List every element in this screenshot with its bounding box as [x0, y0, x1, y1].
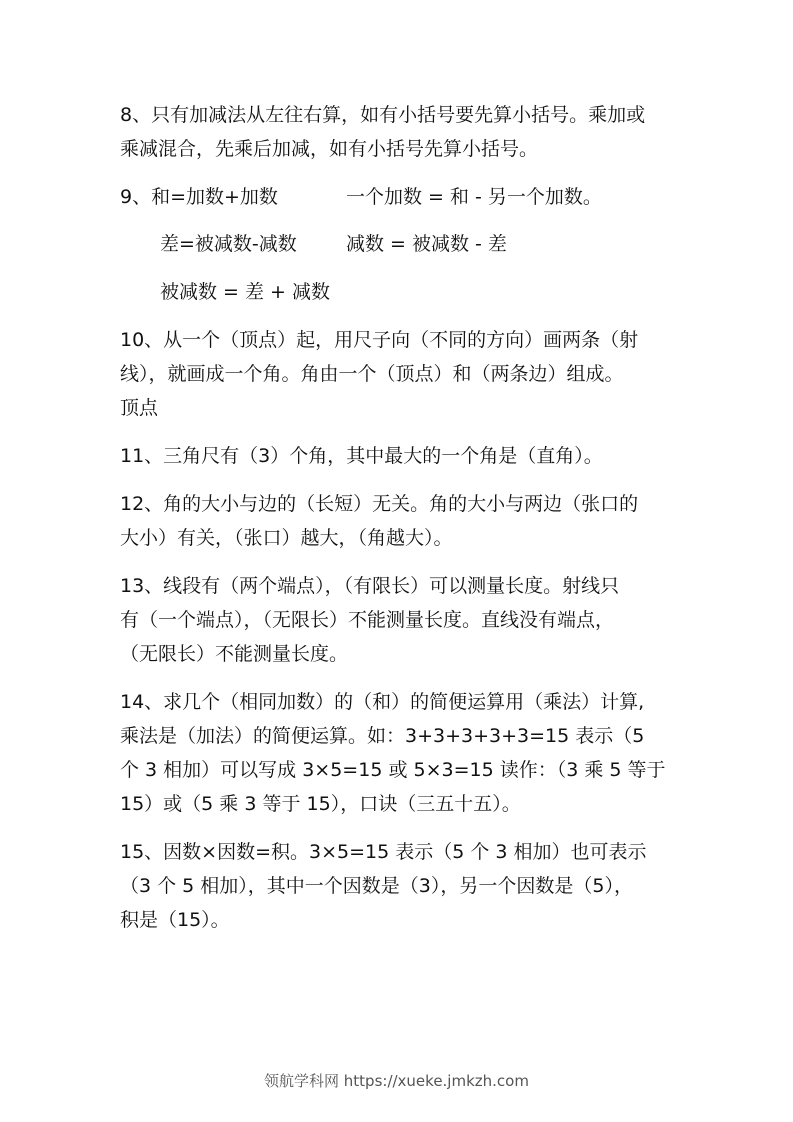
item-12-line-1: 12、角的大小与边的（长短）无关。角的大小与两边（张口的 [120, 493, 639, 515]
item-8-line-1: 8、只有加减法从左往右算，如有小括号要先算小括号。乘加或 [120, 104, 646, 126]
item-15-line-3: 积是（15）。 [120, 909, 230, 931]
item-13-line-2: 有（一个端点），（无限长）不能测量长度。直线没有端点， [120, 609, 615, 631]
item-11-line-1: 11、三角尺有（3）个角，其中最大的一个角是（直角）。 [120, 445, 603, 467]
item-15-line-2: （3 个 5 相加），其中一个因数是（3），另一个因数是（5）， [120, 875, 633, 897]
item-12-line-2: 大小）有关，（张口）越大，（角越大）。 [120, 527, 453, 549]
item-15-line-1: 15、因数×因数=积。3×5=15 表示（5 个 3 相加）也可表示 [120, 841, 647, 863]
item-14-line-4: 15）或（5 乘 3 等于 15），口诀（三五十五）。 [120, 793, 521, 815]
item-9-formula-row-1 [120, 180, 278, 214]
item-10-line-3: 顶点 [120, 397, 159, 419]
item-9-formula-3-left: 被减数 = 差 + 减数 [160, 281, 330, 303]
item-13-line-3: （无限长）不能测量长度。 [120, 643, 349, 665]
item-14-line-2: 乘法是（加法）的简便运算。如：3+3+3+3+3=15 表示（5 [120, 725, 645, 747]
item-10-line-1: 10、从一个（顶点）起，用尺子向（不同的方向）画两条（射 [120, 329, 639, 351]
item-9-formula-1-left: 9、和=加数+加数 [120, 186, 278, 208]
item-9-formula-2-right: 减数 = 被减数 - 差 [346, 233, 507, 255]
item-13-line-1: 13、线段有（两个端点），（有限长）可以测量长度。射线只 [120, 575, 620, 597]
item-14-line-1: 14、求几个（相同加数）的（和）的简便运算用（乘法）计算, [120, 691, 645, 713]
item-10-line-2: 线），就画成一个角。角由一个（顶点）和（两条边）组成。 [120, 363, 624, 385]
item-14-line-3: 个 3 相加）可以写成 3×5=15 或 5×3=15 读作：（3 乘 5 等于 [120, 759, 666, 781]
page-footer: 领航学科网 https://xueke.jmkzh.com [264, 1072, 529, 1090]
item-8-line-2: 乘减混合，先乘后加减，如有小括号先算小括号。 [120, 138, 539, 160]
item-9-formula-2-left: 差=被减数-减数 [160, 233, 297, 255]
item-9-formula-1-right: 一个加数 = 和 - 另一个加数。 [346, 186, 602, 208]
